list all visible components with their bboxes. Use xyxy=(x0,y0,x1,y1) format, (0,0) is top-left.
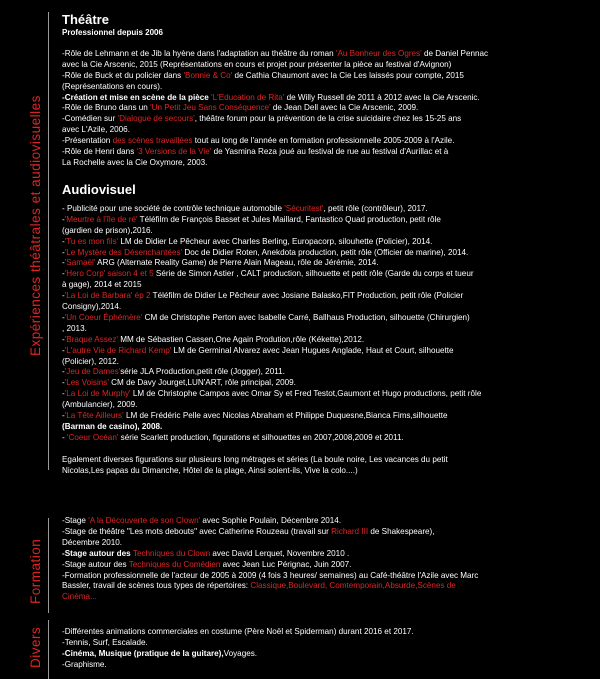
text-run: Egalement diverses figurations sur plusieurs long métrages et séries (La boule noire, Les vacances du petit xyxy=(62,454,448,464)
highlight-text: 'Jeu de Dames' xyxy=(64,367,121,377)
highlight-text: 'Dialogue de secours' xyxy=(117,114,195,124)
text-line xyxy=(62,302,592,313)
text-run: avec Jean Luc Pérignac, Juin 2007. xyxy=(220,559,352,569)
text-line xyxy=(62,60,592,71)
text-run: -Formation professionnelle de l'acteur de 2005 à 2009 (4 fois 3 heures/ semaines) au Café-théâtre l'Azile avec Marc xyxy=(62,570,479,580)
text-run: tout au long de l'année en formation professionnelle 2005-2009 à l'Azile. xyxy=(192,136,455,146)
text-run: série Scarlett production, figurations et silhouettes en 2007,2008,2009 et 2011. xyxy=(118,432,404,442)
section-divider-divers xyxy=(48,620,49,679)
text-run: - xyxy=(62,236,65,246)
highlight-text: 'A la Découverte de son Clown' xyxy=(88,516,201,525)
text-run: de Cathia Chaumont avec la Cie Les laissés pour compte, 2015 xyxy=(232,70,464,80)
highlight-text: 'Meurtre à l'île de ré' xyxy=(64,214,138,224)
text-run: à gage), 2014 et 2015 xyxy=(62,280,142,290)
text-run: -Tennis, Surf, Escalade. xyxy=(62,637,148,647)
text-run: (Ambulancier), 2009. xyxy=(62,400,138,410)
text-line xyxy=(62,291,592,302)
text-run: de Daniel Pennac xyxy=(421,48,489,58)
text-run: -Comédien sur xyxy=(62,114,118,124)
text-run: Téléfilm de François Basset et Jules Maillard, Fantastico Quad production, petit rôle xyxy=(137,214,441,224)
text-run: Décembre 2010. xyxy=(62,537,123,547)
text-run: Doc de Didier Roten, Anekdota production, petit rôle (Officier de marine), 2014. xyxy=(182,247,469,257)
text-line xyxy=(62,93,592,104)
highlight-text: Techniques du Clown xyxy=(132,548,211,558)
text-line xyxy=(62,248,592,259)
section-divider-experiences xyxy=(48,12,49,470)
text-run: Voyages. xyxy=(223,648,258,658)
text-run: - xyxy=(62,367,65,377)
text-run: -Stage autour des xyxy=(62,548,133,558)
text-line xyxy=(62,82,592,93)
text-run: -Création et mise en scène de la pièce xyxy=(62,92,212,102)
text-run: LM de Didier Le Pêcheur avec Charles Berling, Europacorp, silouhette (Policier), 2014. xyxy=(118,236,433,246)
text-line xyxy=(62,455,592,466)
highlight-text: 'Un Petit Jeu Sans Conséquence' xyxy=(150,103,271,113)
highlight-text: 'Le Mystère des Désenchantées' xyxy=(64,247,183,257)
text-line xyxy=(62,313,592,324)
text-run: série JLA Production,petit rôle (Jogger), 2011. xyxy=(120,367,285,377)
text-run: -Stage autour des xyxy=(62,559,129,569)
text-line xyxy=(62,444,592,455)
sidebar-label-formation: Formation xyxy=(28,538,43,604)
text-line xyxy=(62,592,592,603)
text-run: (gardien de prison),2016. xyxy=(62,225,153,235)
text-line xyxy=(62,378,592,389)
text-line xyxy=(62,158,592,169)
text-line xyxy=(62,649,592,660)
formation-section xyxy=(62,516,592,603)
highlight-text: 'Tu es mon fils' xyxy=(64,236,119,246)
highlight-text: 'Sécuritest' xyxy=(284,203,324,213)
text-run: de Jean Dell avec la Cie Arscenic, 2009. xyxy=(270,103,419,113)
highlight-text: 'La Tête Ailleurs' xyxy=(64,411,124,421)
text-line xyxy=(62,324,592,335)
text-run: avec David Lerquet, Novembre 2010 . xyxy=(210,548,350,558)
text-run: - xyxy=(62,378,65,388)
text-line xyxy=(62,49,592,60)
text-run: -Rôle de Henri dans xyxy=(62,147,137,157)
text-line xyxy=(62,147,592,158)
text-run: - Publicité pour une société de contrôle technique automobile xyxy=(62,203,285,213)
text-run: avec la Cie Arscenic, 2015 (Représentations en cours et projet pour présenter la pièce au festival d'Avignon) xyxy=(62,59,452,69)
text-run: - xyxy=(62,389,65,399)
text-line xyxy=(62,400,592,411)
text-run: -Différentes animations commerciales en costume (Père Noël et Spiderman) durant 2016 et 2017. xyxy=(62,627,414,636)
text-line xyxy=(62,103,592,114)
text-line xyxy=(62,581,592,592)
experiences-section xyxy=(62,12,592,477)
text-line xyxy=(62,237,592,248)
text-line xyxy=(62,215,592,226)
text-line xyxy=(62,258,592,269)
text-run: avec L'Azile, 2006. xyxy=(62,125,130,135)
highlight-text: 'Un Coeur Éphémère' xyxy=(64,312,143,322)
highlight-text: 'La Loi de Barbara' ép 2 xyxy=(64,291,151,301)
text-run: de Willy Russell de 2011 à 2012 avec la Cie Arscenic. xyxy=(284,92,480,102)
section-divider-formation xyxy=(48,518,49,613)
text-run: ARG (Alternate Reality Game) de Pierre Alain Mageau, rôle de Jérémie, 2014. xyxy=(95,258,379,268)
highlight-text: 'La Loi de Murphy' xyxy=(64,389,131,399)
text-line xyxy=(62,466,592,477)
text-run: - xyxy=(62,345,65,355)
text-run: - xyxy=(62,411,65,421)
text-line xyxy=(62,136,592,147)
theatre-heading: Théâtre xyxy=(62,12,109,27)
text-line xyxy=(62,280,592,291)
text-run: -Graphisme. xyxy=(62,659,107,669)
text-run: - xyxy=(62,214,65,224)
text-line xyxy=(62,560,592,571)
text-run: de Yasmina Reza joué au festival de rue au festival d'Aurillac et à xyxy=(211,147,449,157)
audiovisuel-list xyxy=(62,204,592,477)
highlight-text: 'L'autre Vie de Richard Kemp' xyxy=(64,345,172,355)
text-run: - xyxy=(62,291,65,301)
sidebar-label-experiences: Expériences théâtrales et audiovisuelles xyxy=(28,95,43,356)
text-run: MM de Sébastien Cassen,One Again Prodution,rôle (Kékette),2012. xyxy=(117,334,365,344)
text-run: Série de Simon Astier , CALT production, silhouette et petit rôle (Garde du corps et tueur xyxy=(153,269,474,279)
text-run: , petit rôle (contrôleur), 2017. xyxy=(323,203,428,213)
sidebar-label-divers: Divers xyxy=(28,626,43,668)
text-run: , théâtre forum pour la prévention de la crise suicidaire chez les 15-25 ans xyxy=(194,114,462,124)
text-run: (Policier), 2012. xyxy=(62,356,119,366)
highlight-text: 'Samaël' xyxy=(64,258,96,268)
highlight-text: 'Coeur Océan' xyxy=(66,432,119,442)
text-run: -Rôle de Lehmann et de Jib la hyène dans l'adaptation au théâtre du roman xyxy=(62,48,336,58)
audiovisuel-heading: Audiovisuel xyxy=(62,181,136,197)
text-line xyxy=(62,516,592,527)
highlight-text: des scènes travaillées xyxy=(112,136,193,146)
text-run: - xyxy=(62,258,65,268)
text-run: (Barman de casino), 2008. xyxy=(62,422,163,431)
text-run: Téléfilm de Didier Le Pêcheur avec Josiane Balasko,FIT Production, petit rôle (Policier xyxy=(150,291,464,301)
text-run: -Stage xyxy=(62,516,89,525)
highlight-text: Cinéma... xyxy=(62,592,97,602)
divers-list xyxy=(62,627,592,671)
text-line xyxy=(62,125,592,136)
highlight-text: 'Les Voisins' xyxy=(64,378,109,388)
text-line xyxy=(62,422,592,433)
text-line xyxy=(62,269,592,280)
highlight-text: 'Bonnie & Co' xyxy=(183,70,233,80)
text-line xyxy=(62,638,592,649)
text-line xyxy=(62,114,592,125)
text-line xyxy=(62,389,592,400)
highlight-text: '3 Versions de la Vie' xyxy=(136,147,212,157)
theatre-list xyxy=(62,49,592,169)
text-run: CM de Davy Jourget,LUN'ART, rôle principal, 2009. xyxy=(108,378,296,388)
highlight-text: 'Hero Corp' saison 4 et 5 xyxy=(64,269,154,279)
text-run: Nicolas,Les papas du Dimanche, Hôtel de la plage, Ainsi soient-ils, Vive la colo....) xyxy=(62,465,358,475)
text-run: LM de Frédéric Pelle avec Nicolas Abraham et Philippe Duquesne,Bianca Fims,silhouette xyxy=(123,411,448,421)
text-line xyxy=(62,357,592,368)
divers-section xyxy=(62,627,592,671)
text-line xyxy=(62,527,592,538)
text-run: - xyxy=(62,247,65,257)
highlight-text: Richard III xyxy=(331,526,369,536)
highlight-text: Techniques du Comédien xyxy=(128,559,221,569)
highlight-text: Classique,Boulevard, Comtemporain,Absurde,Scènes de xyxy=(250,581,456,591)
text-run: LM de Christophe Campos avec Omar Sy et Fred Testot,Gaumont et Hugo productions, petit rôle xyxy=(130,389,482,399)
text-run: - xyxy=(62,269,65,279)
text-line xyxy=(62,627,592,638)
text-run: Consigny),2014. xyxy=(62,302,122,312)
text-line xyxy=(62,538,592,549)
text-run: -Cinéma, Musique (pratique de la guitare), xyxy=(62,648,224,658)
highlight-text: 'Braque Assez' xyxy=(64,334,118,344)
text-line xyxy=(62,433,592,444)
text-run: LM de Germinal Alvarez avec Jean Hugues Anglade, Haut et Court, silhouette xyxy=(171,345,454,355)
text-line xyxy=(62,660,592,671)
text-run: (Représentations en cours). xyxy=(62,81,163,91)
text-line xyxy=(62,335,592,346)
text-run: , 2013. xyxy=(62,323,87,333)
text-line xyxy=(62,204,592,215)
text-line xyxy=(62,71,592,82)
theatre-subheading: Professionnel depuis 2006 xyxy=(62,28,163,37)
text-run: - xyxy=(62,432,67,442)
text-run: - xyxy=(62,334,65,344)
formation-list xyxy=(62,516,592,603)
text-line xyxy=(62,226,592,237)
text-run: -Rôle de Buck et du policier dans xyxy=(62,70,184,80)
text-run: -Stage de théâtre "Les mots debouts" avec Catherine Rouzeau (travail sur xyxy=(62,526,332,536)
text-run: -Présentation xyxy=(62,136,113,146)
text-run: La Rochelle avec la Cie Oxymore, 2003. xyxy=(62,157,208,167)
text-line xyxy=(62,549,592,560)
highlight-text: 'Au Bonheur des Ogres' xyxy=(335,48,422,58)
text-line xyxy=(62,571,592,582)
text-line xyxy=(62,367,592,378)
text-run: avec Sophie Poulain, Décembre 2014. xyxy=(200,516,342,525)
text-run: -Rôle de Bruno dans un xyxy=(62,103,151,113)
text-run: CM de Christophe Perton avec Isabelle Carré, Ballhaus Production, silhouette (Chirurgien) xyxy=(142,312,470,322)
highlight-text: 'L'Education de Rita' xyxy=(211,92,285,102)
text-line xyxy=(62,346,592,357)
text-line xyxy=(62,411,592,422)
text-run: Bassler, travail de scènes tous types de répertoires: xyxy=(62,581,251,591)
text-run: - xyxy=(62,312,65,322)
text-run: de Shakespeare), xyxy=(368,526,435,536)
